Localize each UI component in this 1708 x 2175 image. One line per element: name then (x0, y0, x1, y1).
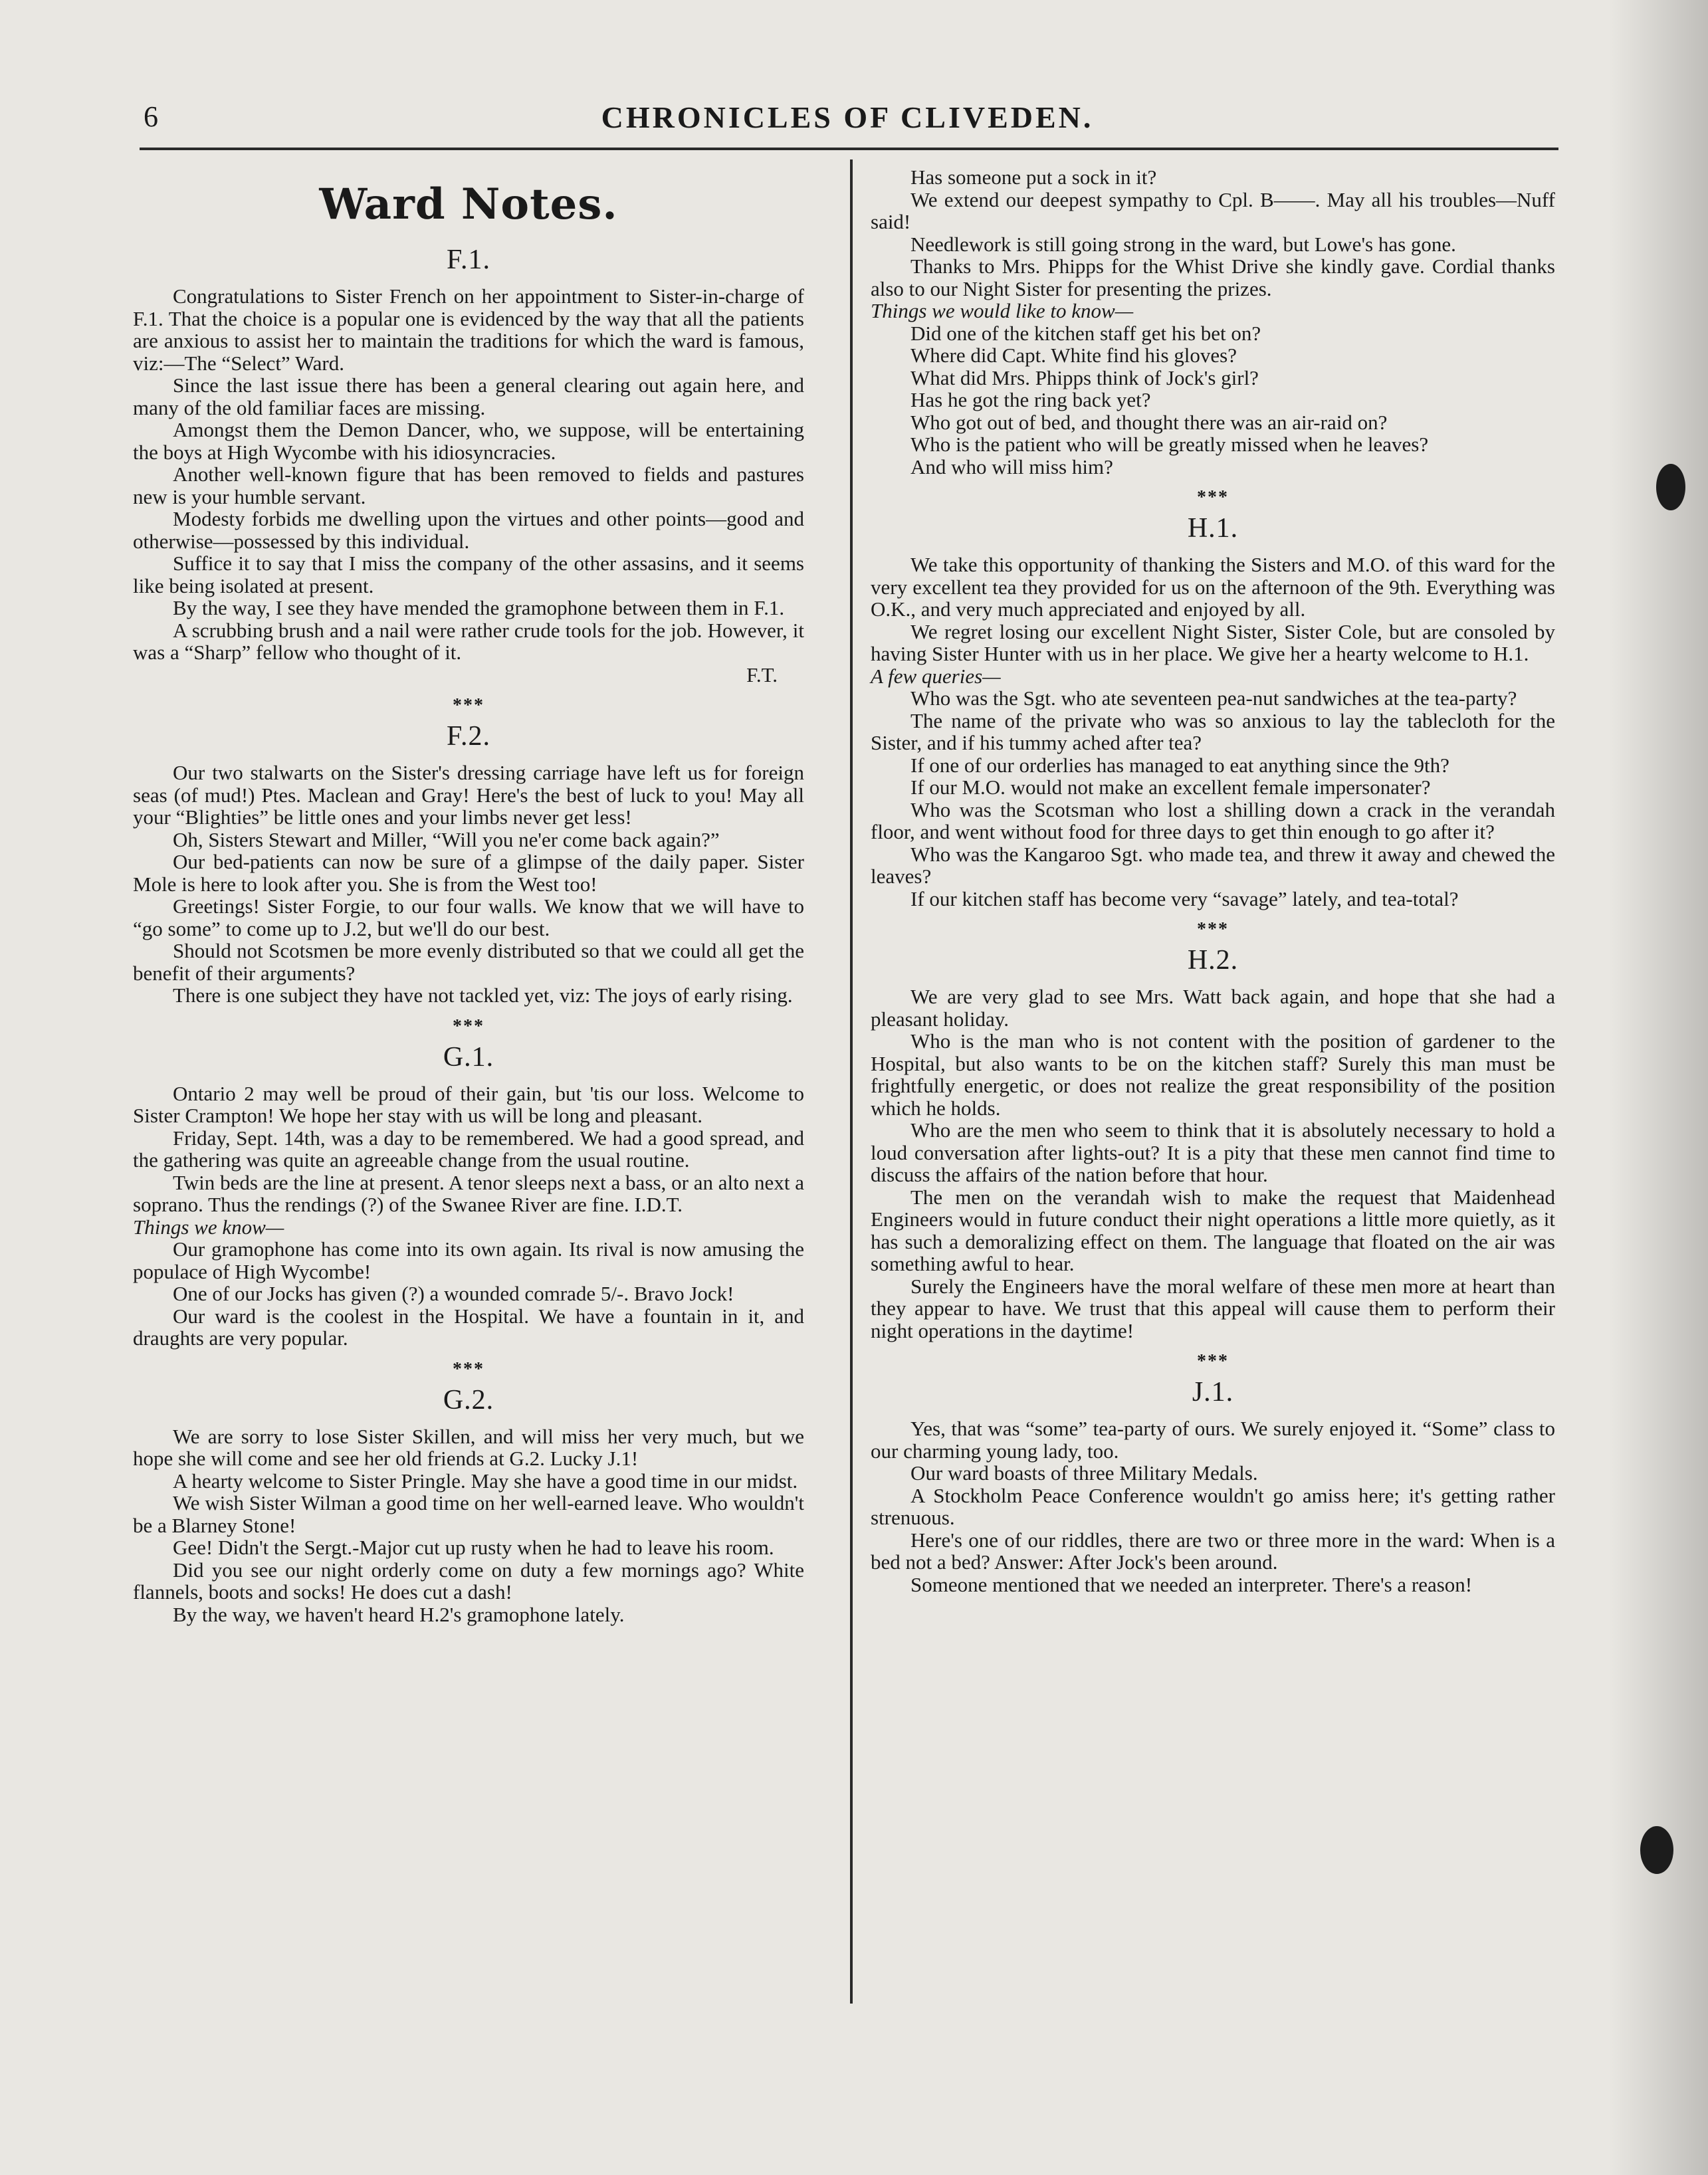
header-rule (140, 148, 1558, 150)
separator-stars: *** (453, 1358, 484, 1380)
right-column (871, 166, 1555, 1596)
signature: F.T. (746, 663, 778, 686)
paragraph: By the way, we haven't heard H.2's gramophone lately. (173, 1602, 625, 1626)
list-lead: Things we know— (133, 1215, 284, 1239)
section-title: Ward Notes. (319, 179, 618, 229)
separator-stars: *** (1197, 487, 1229, 508)
paragraph: Our ward boasts of three Military Medals. (910, 1461, 1258, 1485)
question: The name of the private who was so anxious to lay the tablecloth for the Sister, and if his tummy ached after tea? (871, 708, 1555, 754)
paragraph: Here's one of our riddles, there are two or three more in the ward: When is a bed not a bed? Answer: After Jock's been around. (871, 1528, 1555, 1574)
paragraph: Gee! Didn't the Sergt.-Major cut up rusty when he had to leave his room. (173, 1536, 774, 1559)
paragraph: Greetings! Sister Forgie, to our four walls. We know that we will have to “go some” to come up to J.2, but we'll do our best. (133, 894, 804, 940)
paragraph: There is one subject they have not tackled yet, viz: The joys of early rising. (173, 984, 793, 1007)
question: Who was the Kangaroo Sgt. who made tea, and threw it away and chewed the leaves? (871, 842, 1555, 888)
question: Who got out of bed, and thought there was an air-raid on? (910, 410, 1388, 434)
paragraph: Since the last issue there has been a general clearing out again here, and many of the old familiar faces are missing. (133, 373, 804, 419)
paragraph: Our gramophone has come into its own again. Its rival is now amusing the populace of High Wycombe! (133, 1237, 804, 1283)
question: If our kitchen staff has become very “savage” lately, and tea-total? (910, 886, 1459, 910)
paragraph: We are very glad to see Mrs. Watt back again, and hope that she had a pleasant holiday. (871, 985, 1555, 1031)
paragraph: We take this opportunity of thanking the Sisters and M.O. of this ward for the very excellent tea they provided for us on the afternoon of the 9th. Everything was O.K., and very much appreciated and enjoyed by all. (871, 553, 1555, 621)
question: If one of our orderlies has managed to eat anything since the 9th? (910, 753, 1449, 777)
paragraph: Who is the man who is not content with the position of gardener to the Hospital, but also wants to be on the kitchen staff? Surely this man must be frightfully energetic, or does not realize the great responsibility of the position which he holds. (871, 1029, 1555, 1120)
paragraph: Ontario 2 may well be proud of their gain, but 'tis our loss. Welcome to Sister Crampton! We hope her stay with us will be long and pleasant. (133, 1081, 804, 1127)
list-lead: Things we would like to know— (871, 299, 1134, 322)
question: What did Mrs. Phipps think of Jock's girl? (910, 365, 1259, 389)
paragraph: One of our Jocks has given (?) a wounded comrade 5/-. Bravo Jock! (173, 1282, 734, 1305)
paragraph: We are sorry to lose Sister Skillen, and will miss her very much, but we hope she will come and see her old friends at G.2. Lucky J.1! (133, 1424, 804, 1470)
paragraph: Congratulations to Sister French on her appointment to Sister-in-charge of F.1. That the choice is a popular one is evidenced by the way that all the patients are anxious to assist her to maintain the traditions for which the ward is famous, viz:—The “Select” Ward. (133, 284, 804, 375)
heading-h2: H.2. (1187, 945, 1239, 976)
paragraph: Our two stalwarts on the Sister's dressing carriage have left us for foreign seas (of mud!) Ptes. Maclean and Gray! Here's the best of luck to you! May all your “Blighties” be little ones and your limbs never get less! (133, 761, 804, 829)
heading-j1: J.1. (1192, 1377, 1234, 1407)
list-lead: A few queries— (871, 664, 1001, 688)
running-title: CHRONICLES OF CLIVEDEN. (601, 100, 1094, 134)
page-number: 6 (144, 100, 158, 133)
question: Has he got the ring back yet? (910, 388, 1151, 411)
heading-g2: G.2. (443, 1384, 494, 1415)
punch-hole-top (1656, 464, 1685, 510)
separator-stars: *** (453, 695, 484, 716)
paragraph: Modesty forbids me dwelling upon the virtues and other points—good and otherwise—possessed by this individual. (133, 507, 804, 553)
paragraph: Should not Scotsmen be more evenly distributed so that we could all get the benefit of their arguments? (133, 939, 804, 985)
paragraph: We extend our deepest sympathy to Cpl. B——. May all his troubles—Nuff said! (871, 187, 1555, 233)
heading-f1: F.1. (447, 245, 490, 275)
column-divider (850, 159, 853, 2004)
paragraph: Amongst them the Demon Dancer, who, we suppose, will be entertaining the boys at High Wycombe with his idiosyncracies. (133, 418, 804, 464)
paragraph: Needlework is still going strong in the ward, but Lowe's has gone. (910, 232, 1456, 256)
separator-stars: *** (1197, 919, 1229, 940)
paragraph: Thanks to Mrs. Phipps for the Whist Drive she kindly gave. Cordial thanks also to our Night Sister for presenting the prizes. (871, 255, 1555, 300)
paragraph: Surely the Engineers have the moral welfare of these men more at heart than they appear to have. We trust that this appeal will cause them to perform their night operations in the daytime! (871, 1274, 1555, 1342)
paragraph: Suffice it to say that I miss the company of the other assasins, and it seems like being isolated at present. (133, 552, 804, 597)
paragraph: Has someone put a sock in it? (910, 165, 1157, 189)
paragraph: A Stockholm Peace Conference wouldn't go amiss here; it's getting rather strenuous. (871, 1483, 1555, 1529)
paragraph: Someone mentioned that we needed an interpreter. There's a reason! (910, 1572, 1473, 1596)
paragraph: Our ward is the coolest in the Hospital. We have a fountain in it, and draughts are very popular. (133, 1304, 804, 1350)
paragraph: Did you see our night orderly come on duty a few mornings ago? White flannels, boots and socks! He does cut a dash! (133, 1558, 804, 1604)
separator-stars: *** (453, 1015, 484, 1037)
paragraph: Our bed-patients can now be sure of a glimpse of the daily paper. Sister Mole is here to look after you. She is from the West too! (133, 850, 804, 896)
paragraph: A scrubbing brush and a nail were rather crude tools for the job. However, it was a “Sharp” fellow who thought of it. (133, 618, 804, 664)
heading-h1: H.1. (1187, 513, 1239, 544)
question: Who is the patient who will be greatly missed when he leaves? (910, 433, 1429, 456)
question: And who will miss him? (910, 455, 1113, 478)
question: If our M.O. would not make an excellent female impersonater? (910, 776, 1431, 799)
heading-g1: G.1. (443, 1041, 494, 1073)
separator-stars: *** (1197, 1351, 1229, 1372)
heading-f2: F.2. (447, 721, 490, 752)
paragraph: Friday, Sept. 14th, was a day to be remembered. We had a good spread, and the gathering was quite an agreeable change from the usual routine. (133, 1126, 804, 1172)
question: Where did Capt. White find his gloves? (910, 344, 1237, 367)
left-column (133, 166, 804, 1625)
paragraph: Yes, that was “some” tea-party of ours. We surely enjoyed it. “Some” class to our charming young lady, too. (871, 1417, 1555, 1463)
paragraph: Twin beds are the line at present. A tenor sleeps next a bass, or an alto next a soprano. Thus the rendings (?) of the Swanee River are fine. I.D.T. (133, 1170, 804, 1216)
question: Did one of the kitchen staff get his bet on? (910, 321, 1261, 345)
paragraph: We regret losing our excellent Night Sister, Sister Cole, but are consoled by having Sister Hunter with us in her place. We give her a hearty welcome to H.1. (871, 619, 1555, 665)
paragraph: A hearty welcome to Sister Pringle. May she have a good time in our midst. (173, 1469, 798, 1493)
punch-hole-bottom (1640, 1826, 1673, 1874)
paragraph: Oh, Sisters Stewart and Miller, “Will you ne'er come back again?” (173, 827, 720, 851)
paragraph: By the way, I see they have mended the gramophone between them in F.1. (173, 596, 785, 619)
paragraph: Who are the men who seem to think that it is absolutely necessary to hold a loud conversation after lights-out? It is a pity that these men cannot find time to discuss the affairs of the nation before that hour. (871, 1118, 1555, 1186)
question: Who was the Sgt. who ate seventeen pea-nut sandwiches at the tea-party? (910, 686, 1517, 710)
paragraph: Another well-known figure that has been removed to fields and pastures new is your humble servant. (133, 463, 804, 508)
paragraph: The men on the verandah wish to make the request that Maidenhead Engineers would in future conduct their night operations a little more quietly, as it has such a demoralizing effect on them. The language that floated on the air was something awful to hear. (871, 1185, 1555, 1275)
page-header (140, 100, 1555, 140)
question: Who was the Scotsman who lost a shilling down a crack in the verandah floor, and went without food for three days to get thin enough to go after it? (871, 797, 1555, 843)
paragraph: We wish Sister Wilman a good time on her well-earned leave. Who wouldn't be a Blarney Stone! (133, 1491, 804, 1537)
